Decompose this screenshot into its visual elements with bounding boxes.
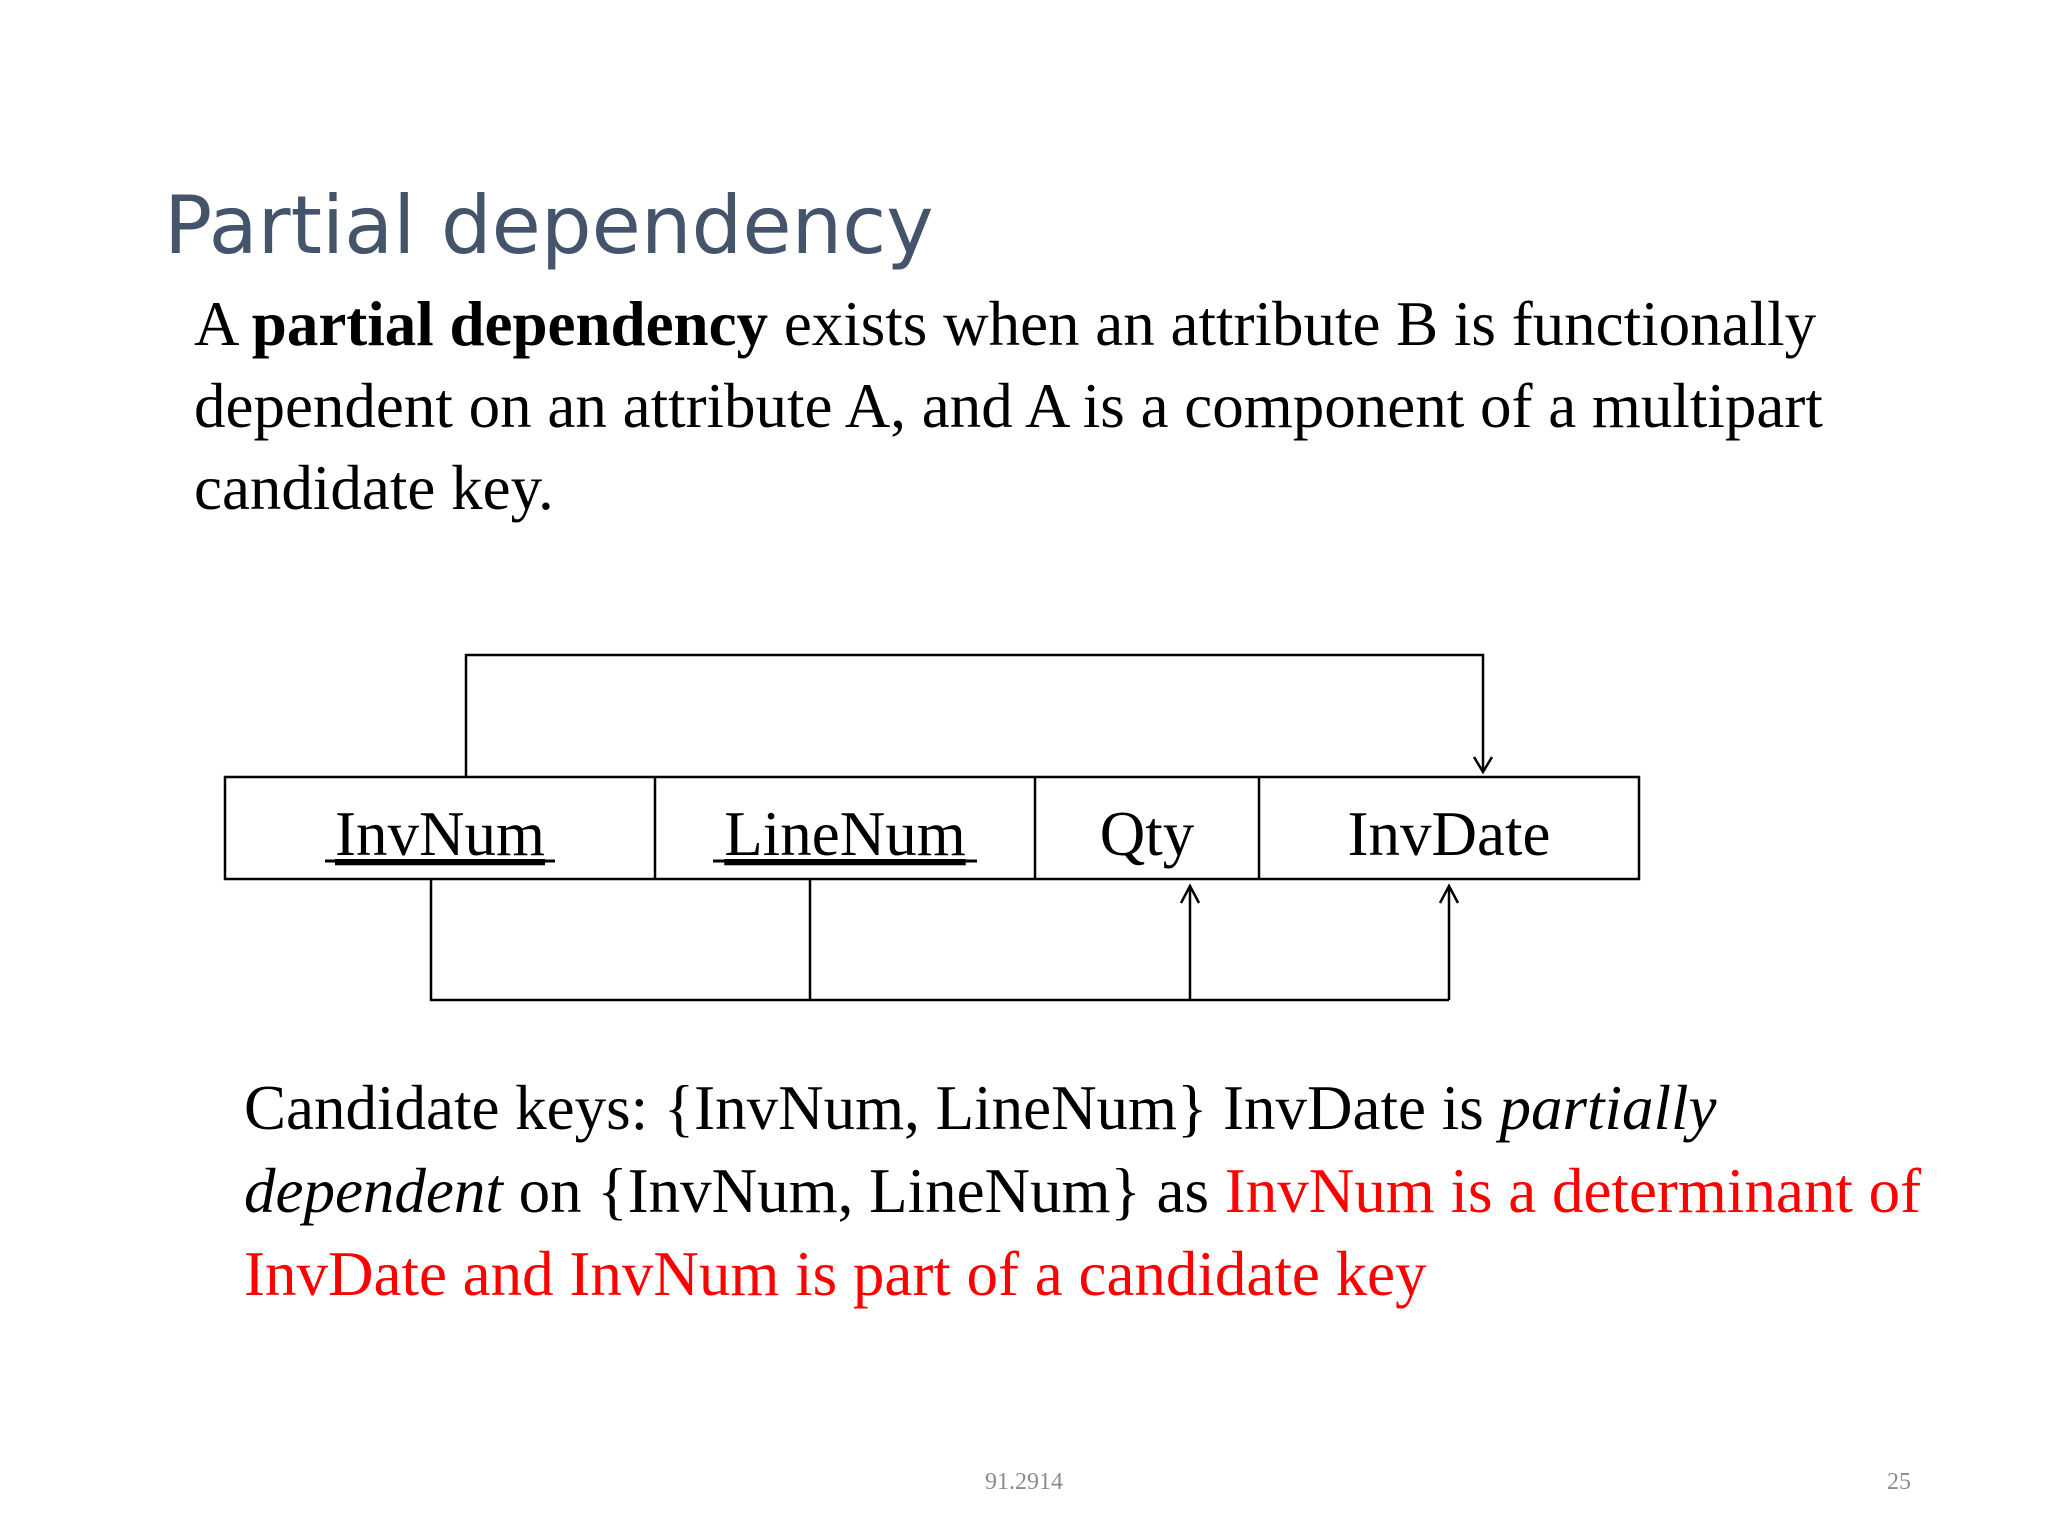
explanation-italic: partially dependent xyxy=(244,1073,1717,1226)
slide-number: 25 xyxy=(1887,1469,1911,1495)
attribute-qty: Qty xyxy=(1099,799,1195,869)
footer-course: 91.2914 xyxy=(985,1469,1063,1495)
explanation-text xyxy=(244,1067,1964,1316)
attribute-linenum: LineNum xyxy=(724,799,966,869)
explanation-highlight: InvNum is a determinant of InvDate and InvNum is part of a candidate key xyxy=(244,1156,1922,1309)
explanation-line2: on {InvNum, LineNum} as xyxy=(502,1156,1225,1226)
slide-title: Partial dependency xyxy=(164,179,934,272)
definition-part1: A xyxy=(194,289,252,359)
attribute-invnum: InvNum xyxy=(335,799,545,869)
definition-part2: exists when an attribute B is functionally dependent on an attribute A, and A is a component of a multipart candidate key. xyxy=(194,289,1823,523)
attribute-invdate: InvDate xyxy=(1347,799,1551,869)
dependency-line-top xyxy=(466,655,1483,777)
dependency-line-bottom xyxy=(431,879,1449,1000)
definition-term: partial dependency xyxy=(251,289,769,359)
explanation-line1: Candidate keys: {InvNum, LineNum} InvDate is xyxy=(244,1073,1500,1143)
